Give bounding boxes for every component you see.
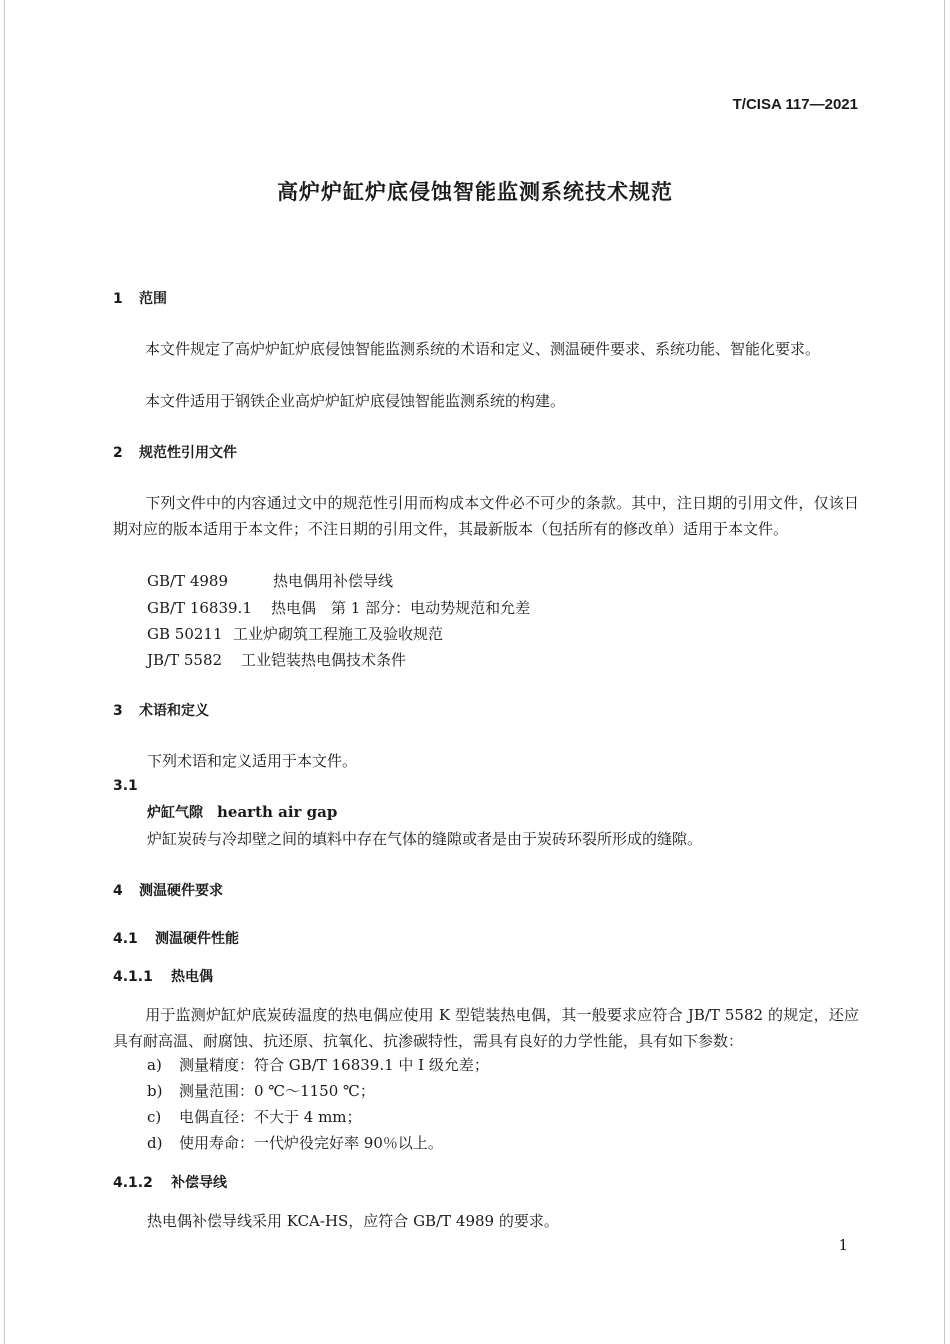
section-4-1-1-paragraph: 用于监测炉缸炉底炭砖温度的热电偶应使用 K 型铠装热电偶，其一般要求应符合 JB/T 5582 的规定，还应具有耐高温、耐腐蚀、抗还原、抗氧化、抗渗碳特性，需具有良好的力学性能，具有如下参数： xyxy=(113,1006,859,1050)
section-3-heading xyxy=(113,700,209,720)
section-title: 测温硬件性能 xyxy=(155,931,239,947)
standard-number: T/CISA 117—2021 xyxy=(732,96,858,113)
section-title: 测温硬件要求 xyxy=(139,883,223,899)
section-3-paragraph: 下列术语和定义适用于本文件。 xyxy=(147,752,358,770)
reference-item: GB 50211 工业炉砌筑工程施工及验收规范 xyxy=(147,625,444,643)
section-title: 范围 xyxy=(139,291,167,307)
section-title: 规范性引用文件 xyxy=(139,445,237,461)
page-number: 1 xyxy=(838,1236,848,1254)
section-1-heading xyxy=(113,288,167,308)
section-1-paragraph-1: 本文件规定了高炉炉缸炉底侵蚀智能监测系统的术语和定义、测温硬件要求、系统功能、智能化要求。 xyxy=(145,340,821,358)
term-number: 3.1 xyxy=(113,778,138,794)
list-item: c) 电偶直径：不大于 4 mm； xyxy=(147,1108,362,1126)
reference-item: GB/T 4989 热电偶用补偿导线 xyxy=(147,572,394,590)
section-4-heading xyxy=(113,880,223,900)
section-number: 4.1 xyxy=(113,931,138,947)
section-number: 1 xyxy=(113,291,123,307)
term-definition: 炉缸炭砖与冷却壁之间的填料中存在气体的缝隙或者是由于炭砖环裂所形成的缝隙。 xyxy=(147,830,703,848)
reference-item: GB/T 16839.1 热电偶 第 1 部分：电动势规范和允差 xyxy=(147,599,531,617)
section-title: 补偿导线 xyxy=(171,1175,227,1191)
reference-item: JB/T 5582 工业铠装热电偶技术条件 xyxy=(147,651,407,669)
document-title: 高炉炉缸炉底侵蚀智能监测系统技术规范 xyxy=(277,180,673,204)
section-4-1-1-heading xyxy=(113,966,213,986)
section-number: 3 xyxy=(113,703,123,719)
list-item: d) 使用寿命：一代炉役完好率 90％以上。 xyxy=(147,1134,443,1152)
section-1-paragraph-2: 本文件适用于钢铁企业高炉炉缸炉底侵蚀智能监测系统的构建。 xyxy=(145,392,566,410)
term-entry xyxy=(147,802,337,822)
section-4-1-2-heading xyxy=(113,1172,227,1192)
section-number: 4 xyxy=(113,883,123,899)
term-english: hearth air gap xyxy=(217,803,338,821)
list-item: b) 测量范围：0 ℃～1150 ℃； xyxy=(147,1082,375,1100)
section-title: 术语和定义 xyxy=(139,703,209,719)
section-number: 4.1.1 xyxy=(113,969,153,985)
section-4-1-heading xyxy=(113,928,239,948)
term-chinese: 炉缸气隙 xyxy=(147,805,203,821)
section-title: 热电偶 xyxy=(171,969,213,985)
section-number: 4.1.2 xyxy=(113,1175,153,1191)
section-number: 2 xyxy=(113,445,123,461)
section-4-1-2-paragraph: 热电偶补偿导线采用 KCA-HS，应符合 GB/T 4989 的要求。 xyxy=(147,1212,559,1230)
section-2-heading xyxy=(113,442,237,462)
list-item: a) 测量精度：符合 GB/T 16839.1 中 Ⅰ 级允差； xyxy=(147,1056,489,1074)
section-2-paragraph: 下列文件中的内容通过文中的规范性引用而构成本文件必不可少的条款。其中，注日期的引用文件，仅该日期对应的版本适用于本文件；不注日期的引用文件，其最新版本（包括所有的修改单）适用于本文件。 xyxy=(113,494,859,538)
